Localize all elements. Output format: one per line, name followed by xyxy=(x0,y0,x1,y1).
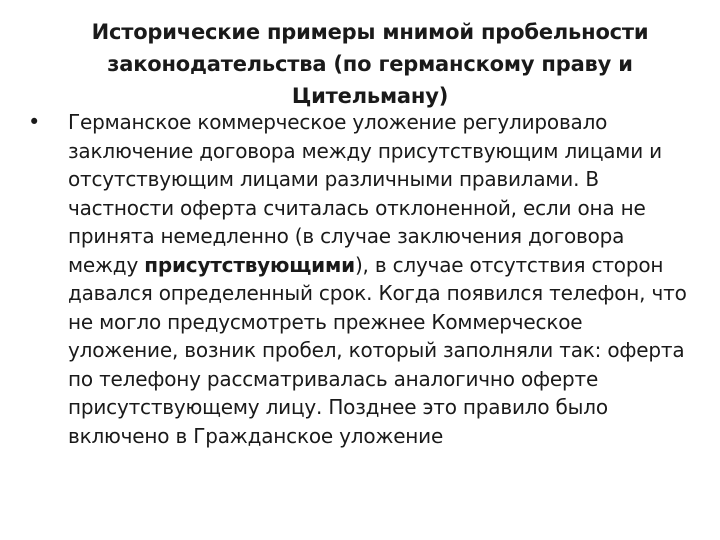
bullet-text-part-2: ), в случае отсутствия сторон давался определенный срок. Когда появился телефон, что не могло предусмотреть прежнее Коммерческое уложение, возник пробел, который заполняли так: оферта по телефону рассматривалась аналогично оферте присутствующему лицу. Позднее это правило было включено в Гражданское уложение xyxy=(68,252,687,448)
bullet-icon: • xyxy=(28,110,41,134)
bullet-text xyxy=(68,108,698,450)
slide-title: Исторические примеры мнимой пробельности законодательства (по германскому праву и Цительману) xyxy=(91,20,649,108)
bullet-text-emphasis: присутствующими xyxy=(144,252,355,277)
bullet-text-part-1: Германское коммерческое уложение регулировало заключение договора между присутствующим лицами и отсутствующим лицами различными правилами. В частности оферта считалась отклоненной, если она не принята немедленно (в случае заключения договора между xyxy=(68,110,662,277)
bullet-item xyxy=(28,108,698,450)
